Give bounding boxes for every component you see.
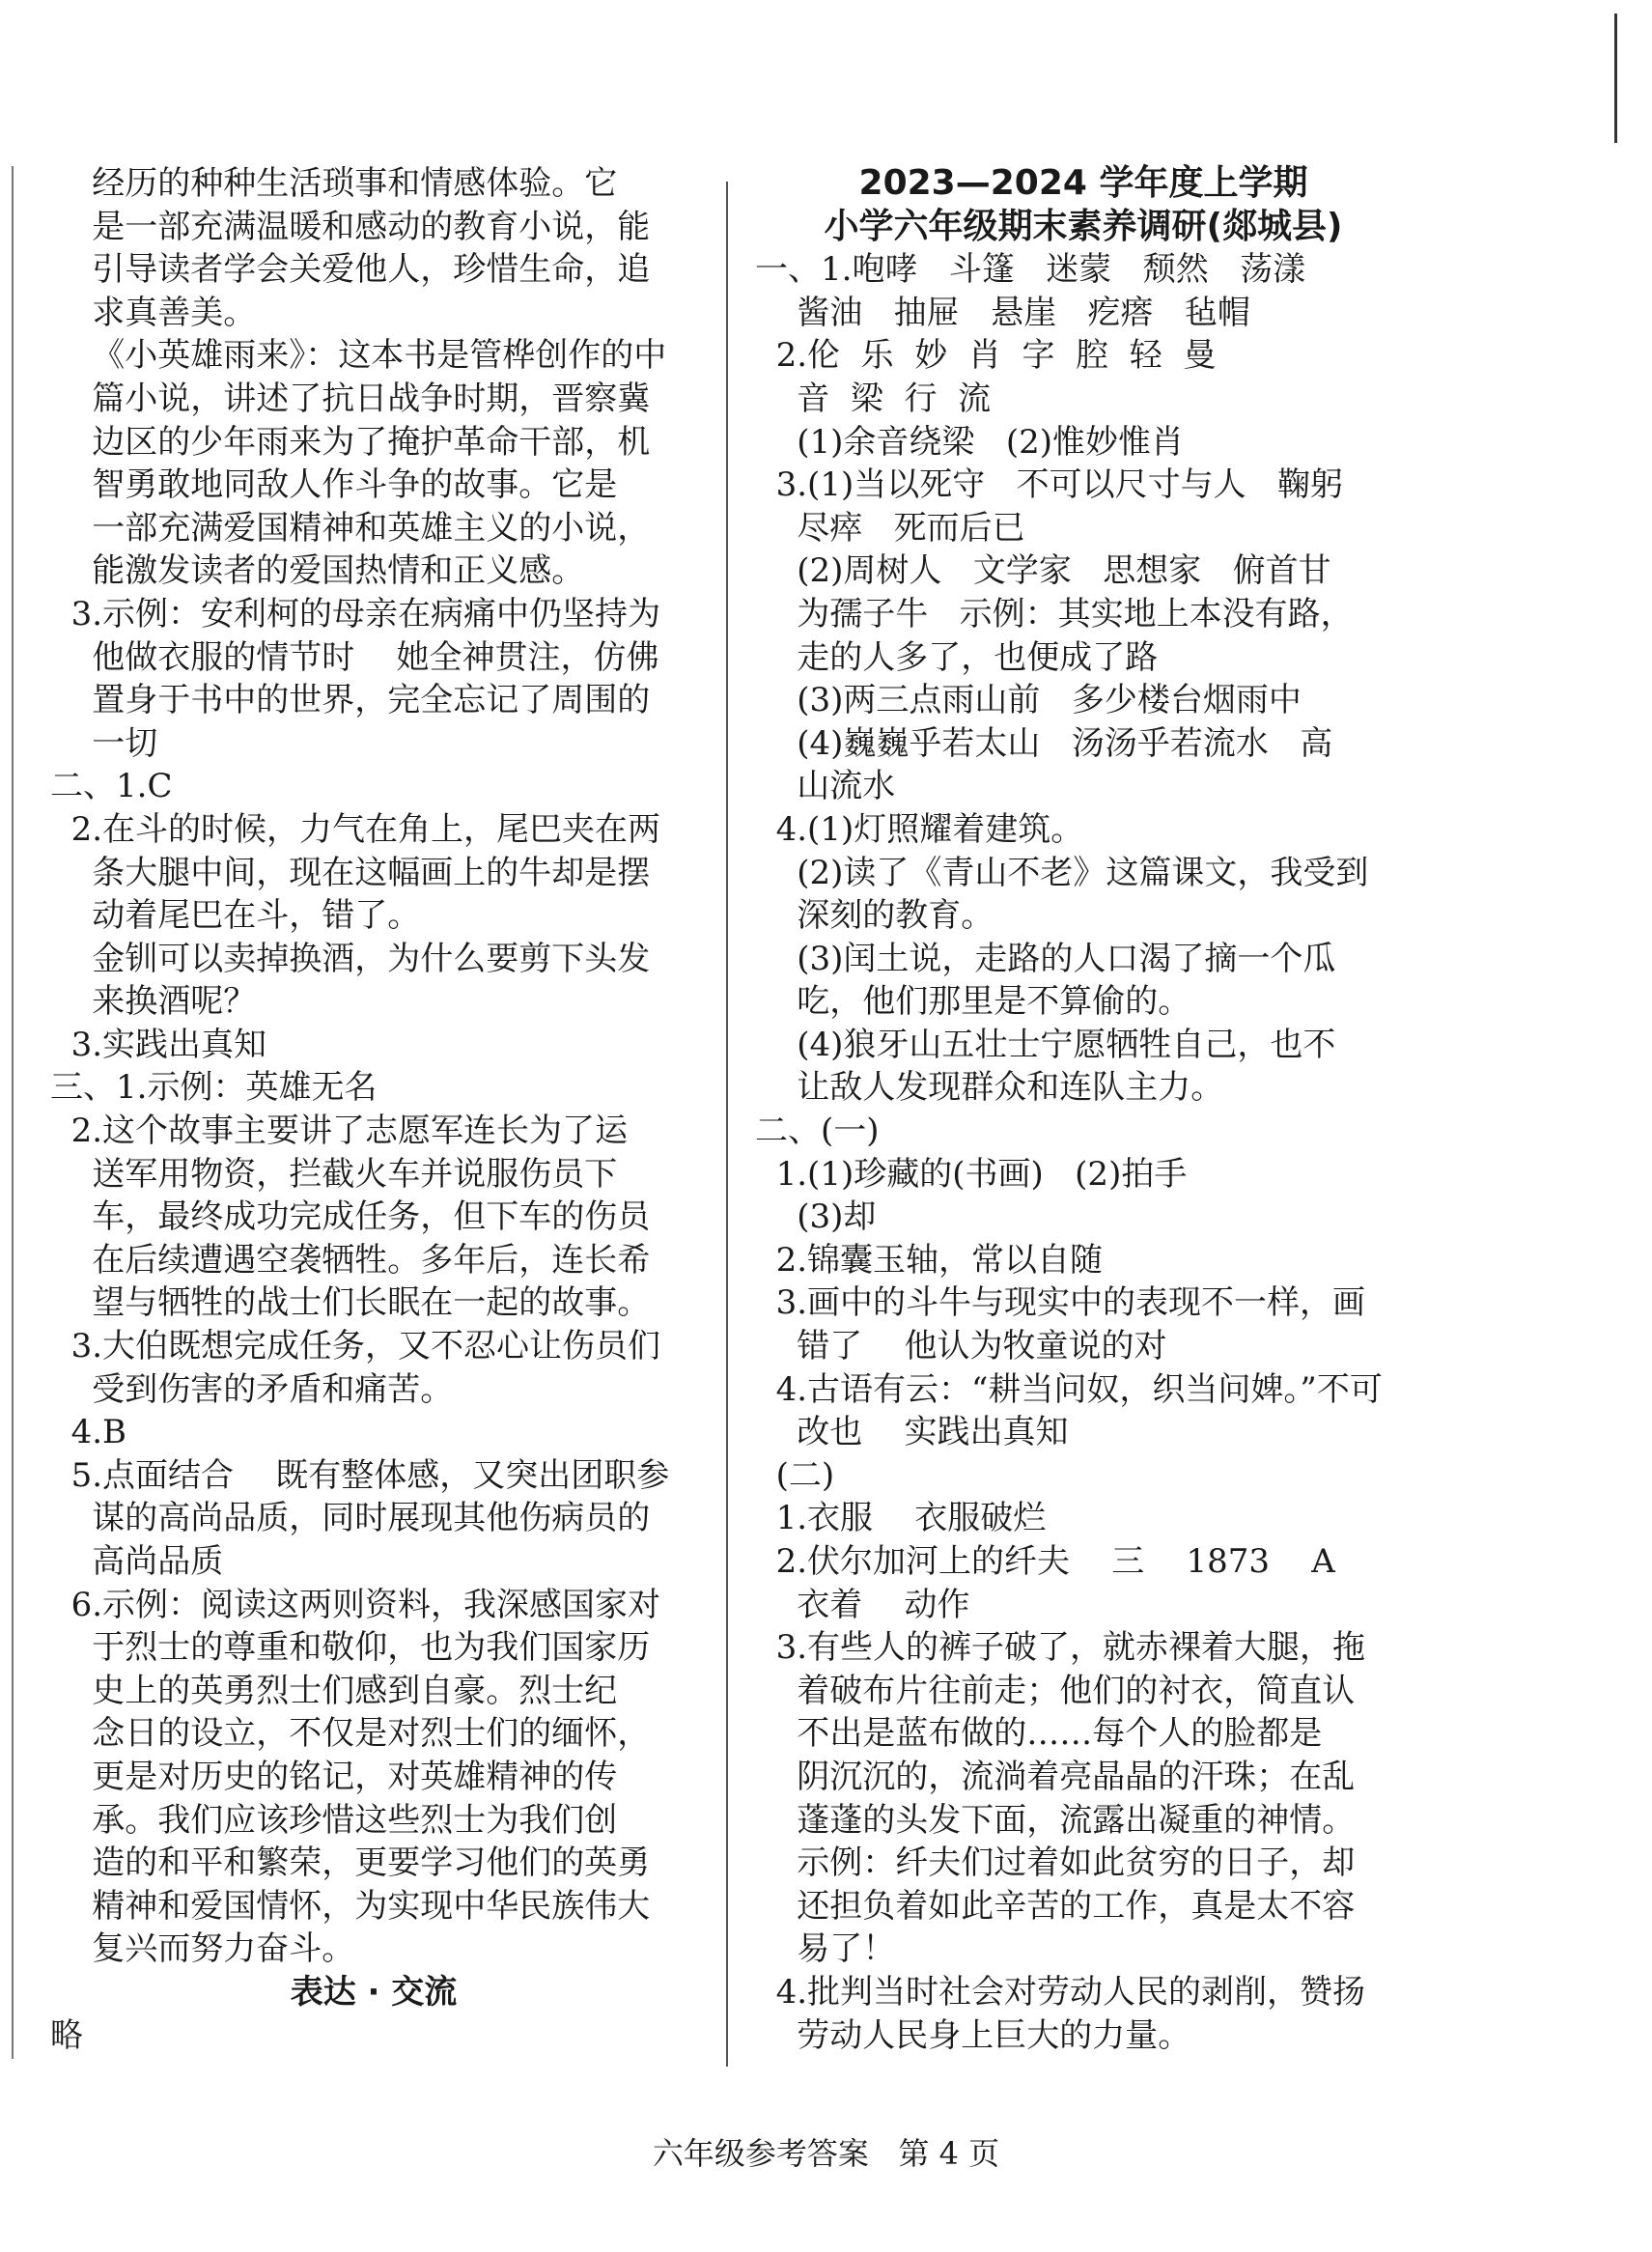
left-answer-line: 动着尾巴在斗，错了。 — [50, 896, 421, 936]
right-answer-line: (2)周树人 文学家 思想家 俯首甘 — [755, 551, 1331, 591]
left-answer-line: 于烈士的尊重和敬仰，也为我们国家历 — [50, 1628, 651, 1668]
right-answer-line: 深刻的教育。 — [755, 896, 994, 936]
right-answer-line: (1)余音绕梁 (2)惟妙惟肖 — [755, 422, 1184, 462]
left-answer-line: 3.实践出真知 — [50, 1025, 267, 1064]
left-answer-line: 能激发读者的爱国热情和正义感。 — [50, 551, 585, 591]
left-answer-line: 引导读者学会关爱他人，珍惜生命，追 — [50, 250, 651, 290]
right-answer-line: 4.批判当时社会对劳动人民的剥削，赞扬 — [755, 1972, 1366, 2012]
left-answer-line: 智勇敢地同敌人作斗争的故事。它是 — [50, 465, 618, 505]
right-answer-line: (3)却 — [755, 1197, 877, 1237]
right-answer-line: 易了！ — [755, 1929, 896, 1969]
right-answer-line: 着破布片往前走；他们的衬衣，简直认 — [755, 1671, 1356, 1710]
right-answer-line: 山流水 — [755, 767, 896, 806]
left-answer-line: 受到伤害的矛盾和痛苦。 — [50, 1369, 454, 1409]
right-answer-line: 1.(1)珍藏的(书画) (2)拍手 — [755, 1154, 1188, 1194]
right-answer-line: 酱油 抽屉 悬崖 疙瘩 毡帽 — [755, 293, 1250, 332]
left-answer-line: 一部充满爱国精神和英雄主义的小说， — [50, 508, 651, 548]
right-answer-line: (4)巍巍乎若太山 汤汤乎若流水 高 — [755, 723, 1333, 763]
right-answer-line: 不出是蓝布做的……每个人的脸都是 — [755, 1714, 1323, 1754]
left-answer-line: 一切 — [50, 723, 158, 763]
left-answer-line: 念日的设立，不仅是对烈士们的缅怀， — [50, 1714, 651, 1754]
right-answer-line: 尽瘁 死而后已 — [755, 508, 1025, 548]
left-answer-line: 三、1.示例：英雄无名 — [50, 1068, 378, 1108]
left-answer-line: 2.这个故事主要讲了志愿军连长为了运 — [50, 1112, 629, 1151]
right-answer-line: 蓬蓬的头发下面，流露出凝重的神情。 — [755, 1800, 1356, 1840]
left-answer-line: 求真善美。 — [50, 293, 257, 332]
left-answer-line: 4.B — [50, 1413, 127, 1452]
left-answer-line: 是一部充满温暖和感动的教育小说，能 — [50, 207, 651, 246]
left-answer-line: 高尚品质 — [50, 1542, 224, 1581]
left-answer-line: 《小英雄雨来》：这本书是管桦创作的中 — [50, 336, 667, 376]
left-answer-line: 经历的种种生活琐事和情感体验。它 — [50, 164, 618, 203]
left-answer-line: 承。我们应该珍惜这些烈士为我们创 — [50, 1800, 618, 1840]
right-answer-line: 3.有些人的裤子破了，就赤裸着大腿，拖 — [755, 1628, 1366, 1668]
right-answer-line: 2.锦囊玉轴，常以自随 — [755, 1240, 1104, 1280]
exam-name-title: 小学六年级期末素养调研(郯城县) — [824, 206, 1343, 246]
left-answer-line: 他做衣服的情节时 她全神贯注，仿佛 — [50, 637, 659, 677]
right-answer-line: 4.(1)灯照耀着建筑。 — [755, 809, 1084, 849]
right-answer-line: (2)读了《青山不老》这篇课文，我受到 — [755, 853, 1369, 892]
left-answer-line: 二、1.C — [50, 767, 173, 806]
left-answer-line: 史上的英勇烈士们感到自豪。烈士纪 — [50, 1671, 618, 1710]
left-answer-line: 金钏可以卖掉换酒，为什么要剪下头发 — [50, 939, 651, 978]
right-answer-line: 吃，他们那里是不算偷的。 — [755, 982, 1191, 1022]
expression-answer: 略 — [50, 2015, 83, 2055]
left-column — [50, 162, 697, 2057]
page-edge-mark — [1614, 14, 1617, 143]
right-answer-line: 3.画中的斗牛与现实中的表现不一样，画 — [755, 1283, 1366, 1323]
right-answer-line: 1.衣服 衣服破烂 — [755, 1499, 1047, 1538]
left-answer-line: 造的和平和繁荣，更要学习他们的英勇 — [50, 1844, 651, 1883]
left-answer-line: 条大腿中间，现在这幅画上的牛却是摆 — [50, 853, 651, 892]
left-answer-line: 车，最终成功完成任务，但下车的伤员 — [50, 1197, 651, 1237]
left-answer-line: 3.示例：安利柯的母亲在病痛中仍坚持为 — [50, 594, 661, 633]
left-answer-line: 边区的少年雨来为了掩护革命干部，机 — [50, 422, 651, 462]
right-answer-line: 为孺子牛 示例：其实地上本没有路， — [755, 594, 1354, 633]
right-answer-line: 走的人多了，也便成了路 — [755, 637, 1159, 677]
right-answer-line: 2.伏尔加河上的纤夫 三 1873 A — [755, 1542, 1335, 1581]
right-answer-line: 劳动人民身上巨大的力量。 — [755, 2015, 1191, 2055]
left-margin-rule — [12, 166, 14, 2059]
right-answer-line: (3)闰土说，走路的人口渴了摘一个瓜 — [755, 939, 1336, 978]
right-answer-line: 衣着 动作 — [755, 1585, 970, 1624]
left-answer-line: 在后续遭遇空袭牺牲。多年后，连长希 — [50, 1240, 651, 1280]
left-answer-line: 精神和爱国情怀，为实现中华民族伟大 — [50, 1886, 651, 1926]
right-answer-line: (4)狼牙山五壮士宁愿牺牲自己，也不 — [755, 1025, 1336, 1064]
left-answer-line: 篇小说，讲述了抗日战争时期，晋察冀 — [50, 379, 651, 418]
right-answer-line: 阴沉沉的，流淌着亮晶晶的汗珠；在乱 — [755, 1757, 1356, 1796]
right-answer-line: 让敌人发现群众和连队主力。 — [755, 1068, 1224, 1108]
left-answer-line: 谋的高尚品质，同时展现其他伤病员的 — [50, 1499, 651, 1538]
exam-year-title: 2023—2024 学年度上学期 — [858, 163, 1308, 203]
right-answer-lines — [755, 248, 1412, 2057]
right-answer-line: 音 梁 行 流 — [755, 379, 992, 418]
left-answer-line: 置身于书中的世界，完全忘记了周围的 — [50, 681, 651, 720]
left-answer-line: 来换酒呢？ — [50, 982, 257, 1022]
left-answer-line: 6.示例：阅读这两则资料，我深感国家对 — [50, 1585, 661, 1624]
section-heading-expression: 表达 · 交流 — [290, 1972, 458, 2012]
left-answer-line: 3.大伯既想完成任务，又不忍心让伤员们 — [50, 1327, 661, 1366]
right-answer-line: 二、(一) — [755, 1112, 880, 1151]
right-answer-line: 4.古语有云：“耕当问奴，织当问婢。”不可 — [755, 1369, 1383, 1409]
right-answer-line: 一、1.咆哮 斗篷 迷蒙 颓然 荡漾 — [755, 250, 1306, 290]
left-answer-line: 送军用物资，拦截火车并说服伤员下 — [50, 1154, 618, 1194]
right-column — [755, 162, 1412, 2057]
left-answer-line: 更是对历史的铭记，对英雄精神的传 — [50, 1757, 618, 1796]
left-answer-line: 望与牺牲的战士们长眠在一起的故事。 — [50, 1283, 651, 1323]
right-answer-line: 3.(1)当以死守 不可以尺寸与人 鞠躬 — [755, 465, 1344, 505]
left-answer-line: 复兴而努力奋斗。 — [50, 1929, 355, 1969]
left-answer-line: 2.在斗的时候，力气在角上，尾巴夹在两 — [50, 809, 661, 849]
right-answer-line: 改也 实践出真知 — [755, 1413, 1069, 1452]
right-answer-line: 还担负着如此辛苦的工作，真是太不容 — [755, 1886, 1356, 1926]
column-divider — [726, 182, 728, 2067]
right-answer-line: 示例：纤夫们过着如此贫穷的日子，却 — [755, 1844, 1356, 1883]
left-answer-line: 5.点面结合 既有整体感，又突出团职参 — [50, 1455, 670, 1495]
right-answer-line: 错了 他认为牧童说的对 — [755, 1327, 1167, 1366]
right-answer-line: 2.伦 乐 妙 肖 字 腔 轻 曼 — [755, 336, 1217, 376]
left-answer-lines — [50, 162, 697, 1971]
page-footer: 六年级参考答案 第 4 页 — [652, 2135, 1000, 2172]
right-answer-line: (二) — [755, 1455, 835, 1495]
right-answer-line: (3)两三点雨山前 多少楼台烟雨中 — [755, 681, 1302, 720]
